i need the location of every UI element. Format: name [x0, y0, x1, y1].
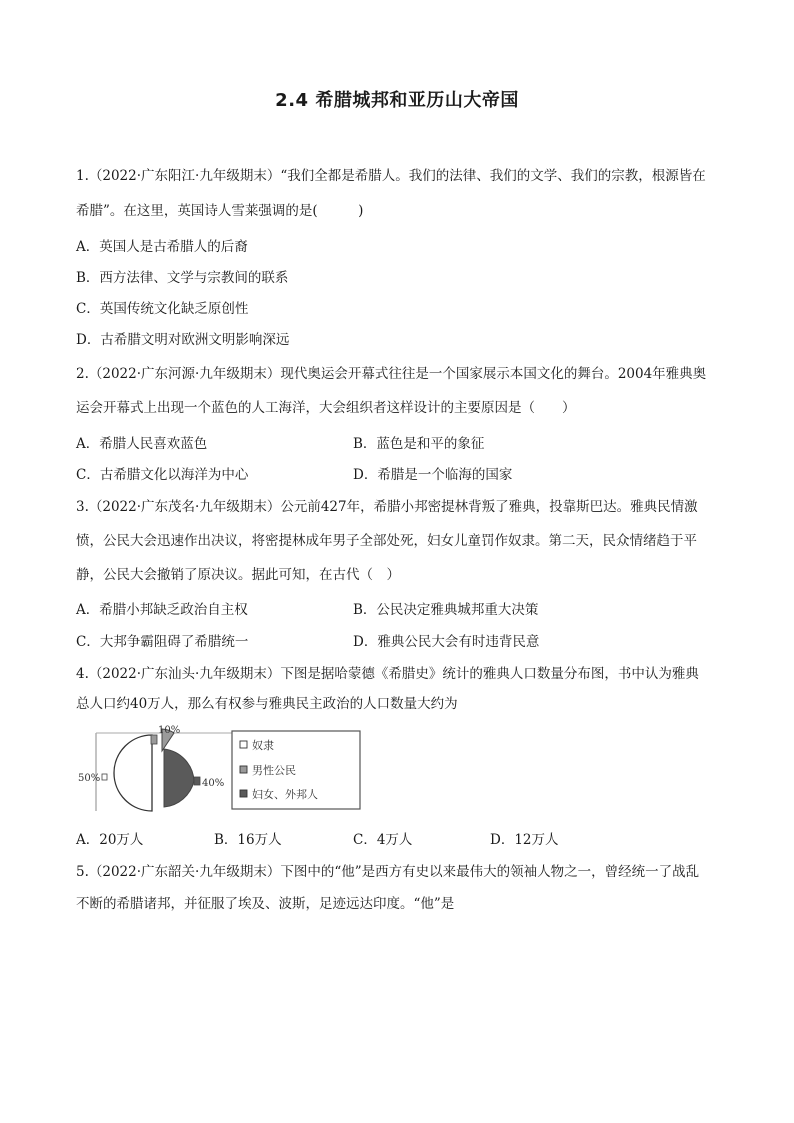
q3-stem-line1: 3.（2022·广东茂名·九年级期末）公元前427年，希腊小邦密提林背叛了雅典，投靠斯巴达。雅典民情激 [76, 499, 698, 515]
legend-swatch-women [240, 790, 247, 797]
q1-option-d: D．古希腊文明对欧洲文明影响深远 [76, 332, 290, 348]
population-pie-figure [74, 721, 364, 817]
q2-stem-line2: 运会开幕式上出现一个蓝色的人工海洋，大会组织者这样设计的主要原因是（ ） [76, 400, 576, 416]
q3-option-c: C．大邦争霸阻碍了希腊统一 [76, 634, 249, 650]
q3-options-row2 [76, 632, 726, 652]
q5-stem-line2: 不断的希腊诸邦，并征服了埃及、波斯，足迹远达印度。“他”是 [76, 896, 455, 912]
pie-slice-slaves [114, 735, 152, 811]
legend-swatch-citizens [240, 766, 247, 773]
q3-options-row1 [76, 600, 726, 620]
slaves-pct-label: 50% [78, 773, 101, 784]
q3-option-d: D．雅典公民大会有时违背民意 [353, 634, 540, 650]
q3-stem-line3: 静，公民大会撤销了原决议。据此可知，在古代（ ） [76, 567, 400, 583]
legend-citizens: 男性公民 [252, 764, 296, 777]
q2-option-d: D．希腊是一个临海的国家 [353, 467, 513, 483]
q2-option-b: B．蓝色是和平的象征 [353, 436, 485, 452]
q1-option-b: B．西方法律、文学与宗教间的联系 [76, 270, 289, 286]
legend-slaves: 奴隶 [252, 739, 274, 752]
q1-stem-line1: 1.（2022·广东阳江·九年级期末）“我们全都是希腊人。我们的法律、我们的文学、我们的宗教，根源皆在 [76, 168, 706, 184]
q1-option-c: C．英国传统文化缺乏原创性 [76, 301, 249, 317]
q4-option-b: B．16万人 [214, 832, 282, 848]
pie-slice-women-foreigners [164, 749, 194, 807]
page-title: 2.4 希腊城邦和亚历山大帝国 [275, 90, 519, 111]
women-pct-label: 40% [202, 778, 225, 789]
q5-stem-line1: 5.（2022·广东韶关·九年级期末）下图中的“他”是西方有史以来最伟大的领袖人物之一，曾经统一了战乱 [76, 864, 700, 880]
q3-option-b: B．公民决定雅典城邦重大决策 [353, 602, 539, 618]
q1-option-a: A．英国人是古希腊人的后裔 [76, 239, 248, 255]
q3-option-a: A．希腊小邦缺乏政治自主权 [76, 602, 248, 618]
q3-stem-line2: 愤，公民大会迅速作出决议，将密提林成年男子全部处死，妇女儿童罚作奴隶。第二天，民众情绪趋于平 [76, 533, 697, 549]
q4-option-c: C．4万人 [353, 832, 413, 848]
legend [232, 731, 360, 809]
citizens-pct-label: 10% [158, 725, 181, 736]
q2-stem-line1: 2.（2022·广东河源·九年级期末）现代奥运会开幕式往往是一个国家展示本国文化的舞台。2004年雅典奥 [76, 366, 707, 382]
slaves-label-marker [102, 774, 107, 780]
women-label-marker [194, 777, 200, 785]
q4-option-d: D．12万人 [490, 832, 559, 848]
q4-stem-line2: 总人口约40万人，那么有权参与雅典民主政治的人口数量大约为 [76, 696, 458, 712]
q2-option-c: C．古希腊文化以海洋为中心 [76, 467, 249, 483]
legend-women-foreigners: 妇女、外邦人 [252, 788, 318, 801]
q2-option-a: A．希腊人民喜欢蓝色 [76, 436, 208, 452]
q4-option-a: A．20万人 [76, 832, 144, 848]
q4-stem-line1: 4.（2022·广东汕头·九年级期末）下图是据哈蒙德《希腊史》统计的雅典人口数量分布图，书中认为雅典 [76, 666, 699, 682]
citizens-label-marker [151, 735, 157, 744]
q2-options-row1 [76, 434, 726, 454]
q1-stem-line2: 希腊”。在这里，英国诗人雪莱强调的是( ) [76, 203, 364, 219]
legend-swatch-slaves [240, 741, 247, 748]
q2-options-row2 [76, 465, 726, 485]
